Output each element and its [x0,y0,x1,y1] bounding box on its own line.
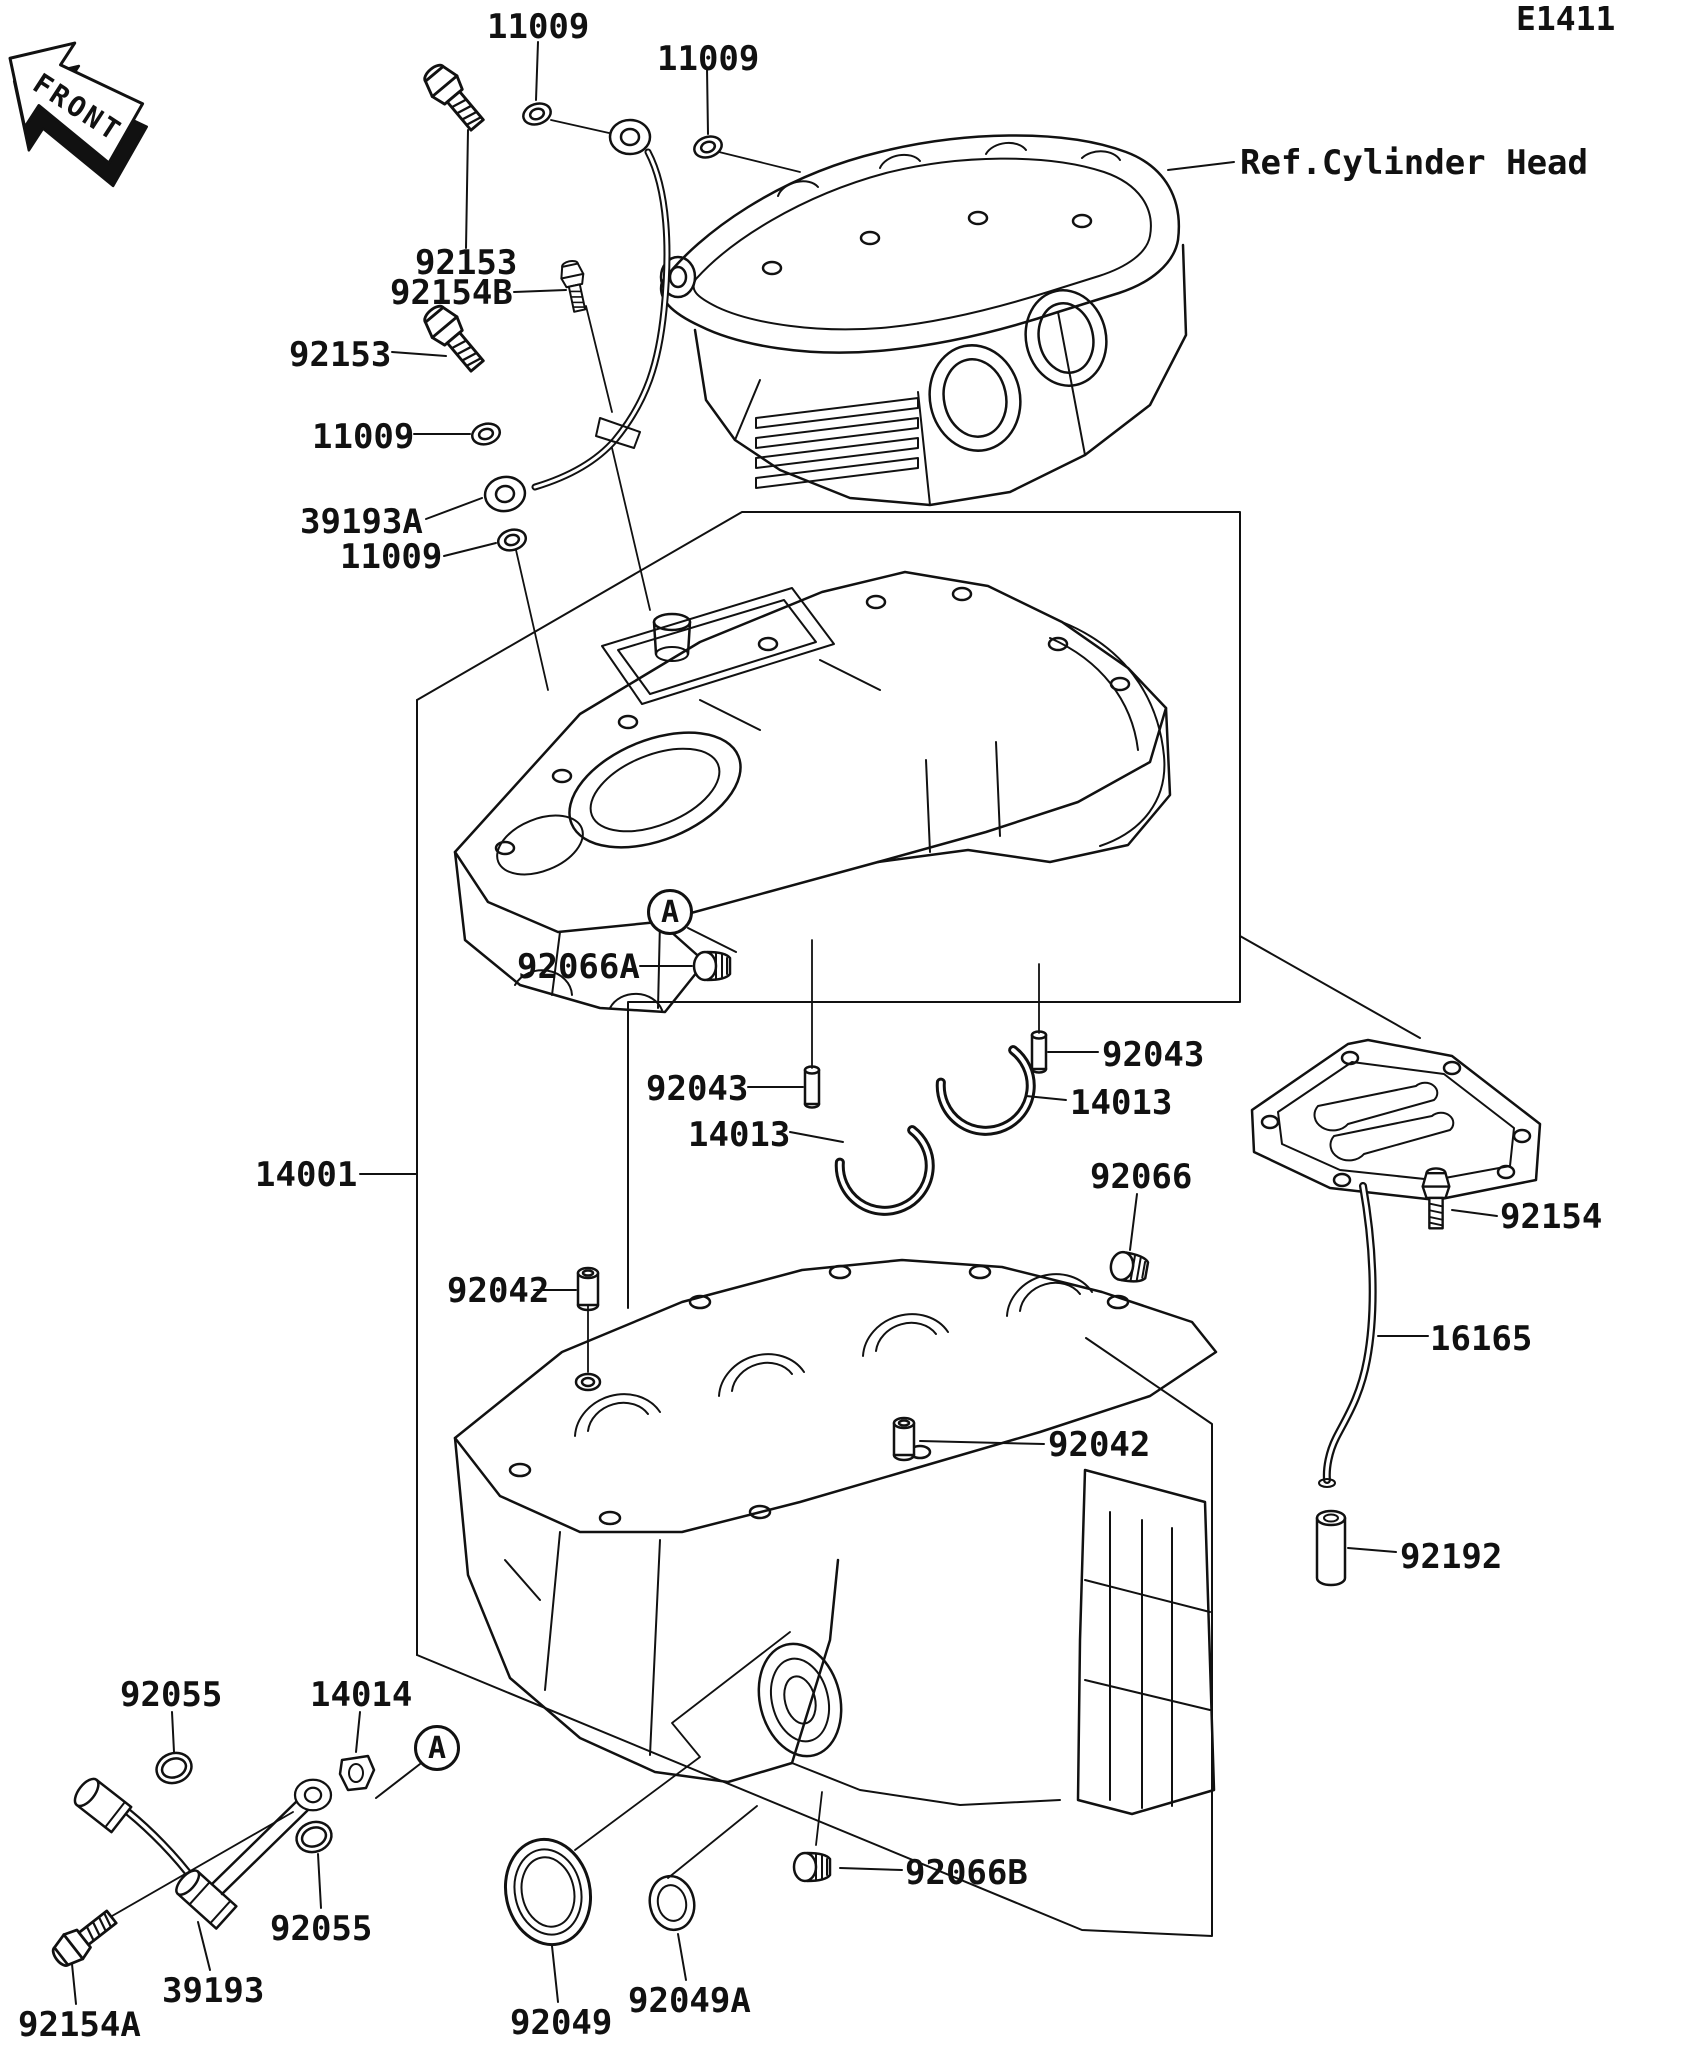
bolt-92154 [1423,1168,1450,1228]
collar-92192 [1317,1511,1345,1585]
part-label: 39193 [162,1971,265,2011]
leader-lines [72,39,1497,2004]
part-label: 92042 [1048,1425,1151,1465]
part-label: 92049 [510,2003,613,2043]
lower-crankcase-drawing [455,1250,1216,1881]
part-label: 11009 [312,417,415,457]
part-label: 11009 [487,7,590,47]
plug-92066A [694,952,730,980]
oil-seal-drawings [496,1831,699,1952]
bush-92042-front [578,1268,598,1310]
part-label: 92192 [1400,1537,1503,1577]
bolt-92154A [47,1905,121,1972]
part-label: 92043 [646,1069,749,1109]
clamp-screw-92154B [558,259,590,313]
part-label: 92153 [289,335,392,375]
bush-92042-rear [894,1418,914,1460]
part-label: 92154A [18,2005,141,2045]
banjo-bolt-92153-top [418,59,489,135]
clamp-14014 [340,1756,374,1790]
drawing-code: E1411 [1516,0,1616,38]
part-label: 92049A [628,1981,751,2021]
part-label: 11009 [340,537,443,577]
part-label: 92066B [905,1853,1028,1893]
part-label: 16165 [1430,1319,1533,1359]
front-arrow-label: FRONT [27,66,129,149]
part-label: 14001 [255,1155,358,1195]
cylinder-head-drawing [661,135,1186,505]
plug-92066 [1109,1250,1149,1284]
part-label: 39193A [300,502,423,542]
part-label: 14013 [1070,1083,1173,1123]
part-label: 92043 [1102,1035,1205,1075]
assembly-bracket-lines [360,512,1420,1936]
part-label: 92055 [270,1909,373,1949]
part-label: 92153 [415,243,518,283]
part-label: 92154 [1500,1197,1603,1237]
part-label: 92042 [447,1271,550,1311]
plug-92066B [794,1853,830,1881]
part-label: 92066A [517,947,640,987]
oring-92055-front [156,1752,192,1785]
part-label: 92154B [390,273,513,313]
detail-callout-a: A [647,889,693,935]
part-label: 92066 [1090,1157,1193,1197]
oil-pickup-assembly-drawing [1252,1040,1540,1585]
part-label: 92055 [120,1675,223,1715]
part-label: Ref.Cylinder Head [1240,143,1588,183]
part-label: 14013 [688,1115,791,1155]
part-label: 14014 [310,1675,413,1715]
part-label: 11009 [657,39,760,79]
oring-92055-rear [296,1821,332,1854]
detail-callout-a: A [414,1725,460,1771]
upper-oil-pipe-drawing [418,59,800,690]
